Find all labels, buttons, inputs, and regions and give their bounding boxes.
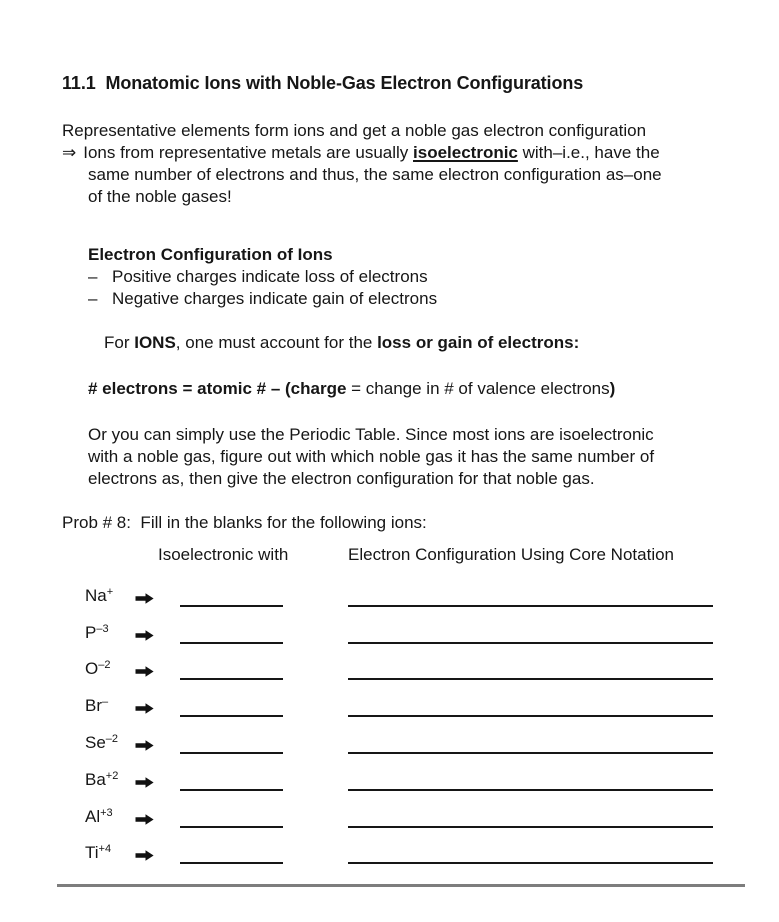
ion-row (62, 607, 739, 644)
ion-charge: –2 (105, 732, 119, 745)
ion-charge: –2 (98, 659, 111, 672)
bullet-item-positive (88, 266, 739, 288)
subsection-heading: Electron Configuration of Ions (88, 245, 333, 264)
configuration-blank (348, 752, 713, 754)
configuration-blank (348, 862, 713, 864)
formula-regular-mid: = change in # of valence electrons (346, 379, 610, 398)
ion-symbol: Br (85, 696, 102, 716)
ion-label (85, 838, 135, 864)
intro-line-2 (62, 142, 739, 164)
formula-bold-lead: # electrons = atomic # – (charge (88, 379, 347, 398)
isoelectronic-blank (180, 862, 283, 864)
note-line-3: electrons as, then give the electron configuration for that noble gas. (88, 469, 595, 488)
intro-line-2-text: Ions from representative metals are usually (83, 143, 414, 162)
bullet-text: Negative charges indicate gain of electrons (112, 289, 438, 308)
bullet-item-negative (88, 288, 739, 310)
ion-row (62, 791, 739, 828)
formula-bold-close: ) (609, 379, 616, 398)
right-arrow-icon (135, 740, 154, 751)
ion-label (85, 691, 135, 717)
ion-label (85, 581, 135, 607)
isoelectronic-blank (180, 752, 283, 754)
intro-line-3: same number of electrons and thus, the same electron configuration as–one (88, 165, 662, 184)
ion-symbol: Al (85, 806, 101, 826)
right-arrow-icon (135, 850, 154, 861)
ion-symbol: O (85, 659, 99, 679)
ions-note-bold-tail: loss or gain of electrons: (377, 333, 580, 352)
right-arrow-icon (135, 777, 154, 788)
electron-config-section (62, 244, 739, 490)
right-arrow-icon (135, 630, 154, 641)
note-line-2: with a noble gas, figure out with which noble gas it has the same number of (88, 447, 655, 466)
configuration-blank (348, 605, 713, 607)
isoelectronic-blank (180, 789, 283, 791)
page-divider (57, 884, 745, 887)
configuration-blank (348, 642, 713, 644)
dash-bullet-icon: – (88, 267, 98, 286)
ions-note-bold: IONS (134, 333, 176, 352)
ion-label (85, 654, 135, 680)
column-header-isoelectronic: Isoelectronic with (158, 545, 289, 564)
ion-symbol: Ba (85, 769, 106, 789)
ion-row (62, 717, 739, 754)
ion-label (85, 765, 135, 791)
ion-symbol: P (85, 622, 97, 642)
right-arrow-icon (135, 666, 154, 677)
table-header-row (62, 544, 739, 566)
configuration-blank (348, 715, 713, 717)
ion-row (62, 644, 739, 681)
ion-label (85, 618, 135, 644)
isoelectronic-blank (180, 715, 283, 717)
ion-charge: + (106, 585, 114, 598)
bullet-text: Positive charges indicate loss of electrons (112, 267, 428, 286)
ion-charge: +2 (105, 769, 119, 782)
configuration-blank (348, 826, 713, 828)
ion-charge: +4 (98, 843, 112, 856)
page-title: 11.1 Monatomic Ions with Noble-Gas Electron Configurations (62, 73, 584, 93)
intro-line-4: of the noble gases! (88, 187, 232, 206)
ion-label (85, 728, 135, 754)
configuration-blank (348, 789, 713, 791)
ion-row (62, 828, 739, 865)
ion-row (62, 754, 739, 791)
ion-symbol: Ti (85, 843, 99, 863)
configuration-blank (348, 678, 713, 680)
ions-accounting-note (104, 332, 739, 354)
periodic-table-note (88, 424, 739, 490)
column-header-configuration: Electron Configuration Using Core Notation (348, 545, 675, 564)
isoelectronic-blank (180, 678, 283, 680)
right-arrow-icon (135, 593, 154, 604)
intro-line-1: Representative elements form ions and get a noble gas electron configuration (62, 121, 647, 140)
implies-arrow-icon: ⇒ (62, 143, 77, 162)
ion-symbol: Na (85, 585, 107, 605)
isoelectronic-blank (180, 826, 283, 828)
isoelectronic-term: isoelectronic (413, 143, 518, 162)
ion-charge: – (102, 696, 109, 709)
ion-table (62, 570, 739, 864)
note-line-1: Or you can simply use the Periodic Table. Since most ions are isoelectronic (88, 425, 654, 444)
ion-charge: +3 (100, 806, 113, 819)
right-arrow-icon (135, 814, 154, 825)
right-arrow-icon (135, 703, 154, 714)
problem-prompt: Prob # 8: Fill in the blanks for the following ions: (62, 513, 427, 532)
intro-paragraph (62, 120, 739, 208)
ion-symbol: Se (85, 732, 106, 752)
ion-charge: –3 (96, 622, 109, 635)
ions-note-mid: , one must account for the (175, 333, 378, 352)
intro-line-2-tail: with–i.e., have the (517, 143, 660, 162)
electron-count-formula (88, 378, 739, 400)
ion-row (62, 680, 739, 717)
ion-label (85, 802, 135, 828)
ions-note-pre: For (104, 333, 135, 352)
dash-bullet-icon: – (88, 289, 98, 308)
ion-row (62, 570, 739, 607)
isoelectronic-blank (180, 605, 283, 607)
isoelectronic-blank (180, 642, 283, 644)
